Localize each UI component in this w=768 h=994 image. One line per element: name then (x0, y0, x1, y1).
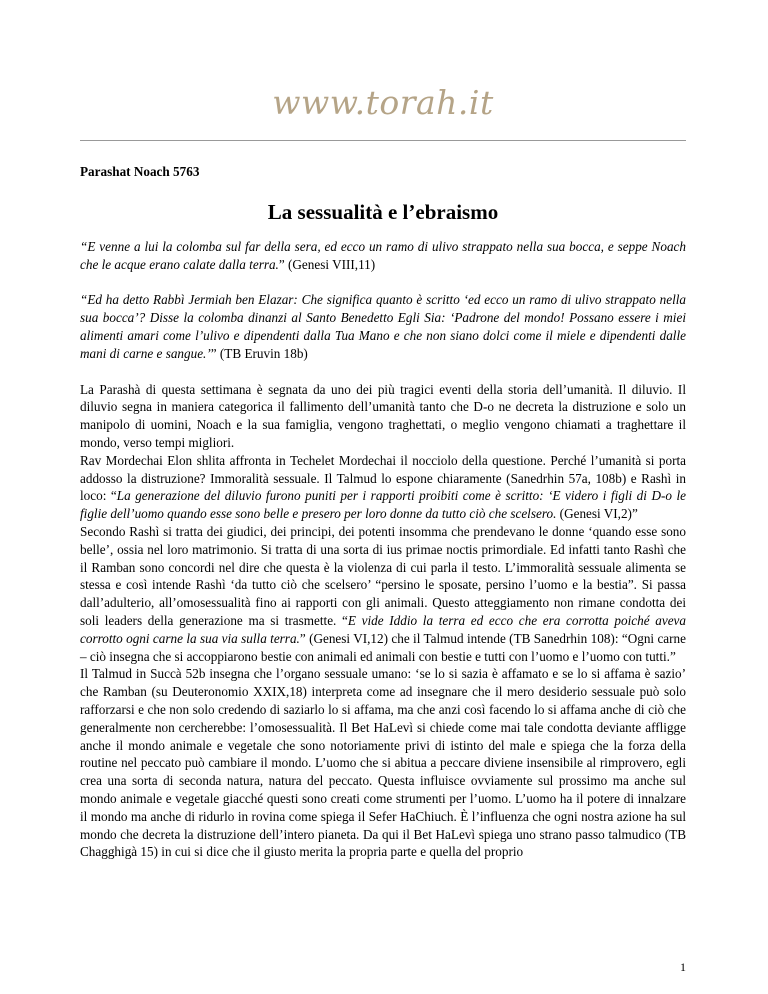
document-body (80, 163, 686, 861)
paragraph-3 (80, 523, 686, 665)
quote-talmud-ref: ” (TB Eruvin 18b) (210, 345, 308, 361)
paragraph-4: Il Talmud in Succà 52b insegna che l’organo sessuale umano: ‘se lo si sazia è affamato e se lo si affama è sazio’ che Ramban (su Deuteronomio XXIX,18) interpreta come ad insegnare che il mero desiderio sessuale può solo rafforzarsi e che non solo credendo di saziarlo lo si affama, ma che anzi così facendo lo si affama anche di ciò che generalmente non cercherebbe: l’omosessualità. Il Bet HaLevì si chiede come mai tale condotta deviante affligge anche il mondo animale e vegetale che sono notoriamente privi di istinto del male e spiega che la forza della routine nel peccato può cambiare il mondo. L’uomo che si abitua a peccare diviene insensibile al rimprovero, egli crea una sorta di seconda natura, natura del peccato. Questa influisce ovviamente sul prossimo ma anche sul mondo animale e vegetale giacché questi sono creati come strumenti per l’uomo. L’uomo ha il potere di innalzare il mondo ma anche di ridurlo in rovina come spiega il Sefer HaChiuch. È l’influenza che ogni nostra azione ha sul mondo che decreta la distruzione dell’intero pianeta. Da qui il Bet HaLevì spiega uno strano passo talmudico (TB Chagghigà 15) in cui si dice che il giusto merita la propria parte e quella del proprio (80, 666, 686, 860)
paragraph-3-text-a: Secondo Rashì si tratta dei giudici, dei principi, dei potenti insomma che prendevano le donne ‘quando esse sono belle’, ossia nel loro matrimonio. Si tratta di una sorta di ius primae noctis primordiale. Ed infatti tanto Rashì che il Ramban sono concordi nel dire che questa è la violenza di cui parla il testo. L’immoralità sessuale alimenta se stessa e così intende Rashì ‘da tutto ciò che scelsero’ “persino le sposate, persino l’uomo e la bestia”. Si passa dall’adulterio, all’omosessualità fino ai rapporti con gli animali. Questo atteggiamento non rimane condotta dei soli leaders della generazione ma si trasmette. “ (80, 523, 686, 628)
paragraph-2-quote: La generazione del diluvio furono puniti per i rapporti proibiti come è scritto: ‘E videro i figli di D-o le figlie dell’uomo quando esse sono belle e presero per loro donne da tutto ciò che scelsero. (80, 488, 686, 522)
paragraph-1: La Parashà di questa settimana è segnata da uno dei più tragici eventi della storia dell’umanità. Il diluvio. Il diluvio segna in maniera categorica il fallimento dell’umanità tanto che D-o ne decreta la distruzione e solo un manipolo di uomini, Noach e la sua famiglia, vengono traghettati, o meglio vengono chiamati a traghettare il mondo, verso tempi migliori. (80, 381, 686, 450)
page-number: 1 (680, 960, 686, 974)
quote-genesis-text: “E venne a lui la colomba sul far della sera, ed ecco un ramo di ulivo strappato nella sua bocca, e seppe Noach che le acque erano calate dalla terra. (80, 238, 686, 272)
paragraph-2 (80, 452, 686, 523)
quote-talmud-text: “Ed ha detto Rabbì Jermiah ben Elazar: Che significa quanto è scritto ‘ed ecco un ramo di ulivo strappato nella sua bocca’? Disse la colomba dinanzi al Santo Benedetto Egli Sia: ‘Padrone del mondo! Possano essere i miei alimenti amari come l’ulivo e dipendenti dalla Tua Mano e che non siano dolci come il miele e dipendenti dalle mani di carne e sangue.’ (80, 292, 686, 361)
quote-genesis (80, 238, 686, 274)
site-header (80, 83, 686, 122)
quote-genesis-ref: ” (Genesi VIII,11) (278, 256, 376, 272)
parashah-label: Parashat Noach 5763 (80, 164, 200, 179)
paragraph-2-text-a: Rav Mordechai Elon shlita affronta in Techelet Mordechai il nocciolo della questione. Perché l’umanità si porta addosso la distruzione? Immoralità sessuale. Il Talmud lo espone chiaramente (Sanedrhin 57a, 108b) e Rashì in loco: “ (80, 452, 686, 504)
paragraph-2-text-b: (Genesi VI,2)” (556, 506, 638, 522)
paragraph-3-text-b: ” (Genesi VI,12) che il Talmud intende (TB Sanedrhin 108): “Ogni carne – ciò insegna che si accoppiarono bestie con animali ed animali con bestie e tutti con l’uomo e l’uomo con tutti.” (80, 630, 687, 664)
paragraph-3-quote: E vide Iddio la terra ed ecco che era corrotta poiché aveva corrotto ogni carne la sua via sulla terra. (80, 612, 687, 646)
document-title: La sessualità e l’ebraismo (267, 199, 499, 224)
header-divider (80, 140, 686, 141)
quote-talmud (80, 291, 686, 362)
site-title: www.torah.it (272, 83, 494, 122)
